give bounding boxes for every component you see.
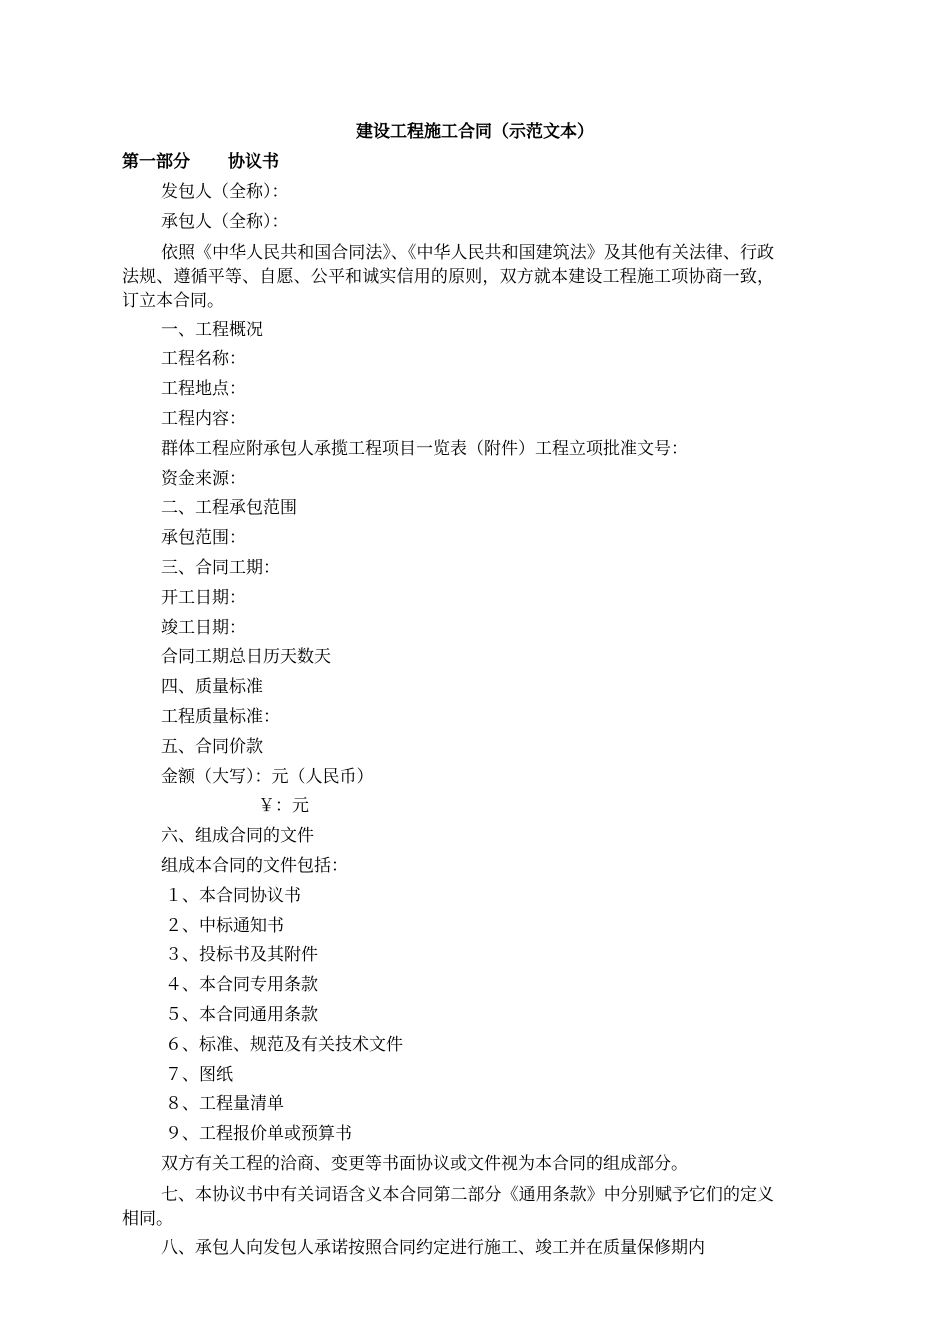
list-item: ４、本合同专用条款 [165, 975, 318, 996]
quality-standard-line: 工程质量标准： [161, 706, 280, 727]
heading-project-overview: 一、工程概况 [161, 319, 263, 340]
scope-line: 承包范围： [161, 528, 246, 549]
part-name: 协议书 [228, 152, 279, 172]
supplementary-docs-line: 双方有关工程的洽商、变更等书面协议或文件视为本合同的组成部分。 [161, 1153, 688, 1174]
amount-figures-line: ￥：元 [258, 796, 309, 817]
funding-source-line: 资金来源： [161, 468, 246, 489]
list-item: ８、工程量清单 [165, 1094, 284, 1115]
document-title: 建设工程施工合同（示范文本） [356, 122, 594, 142]
list-item: ６、标准、规范及有关技术文件 [165, 1034, 403, 1055]
contractor-line: 承包人（全称）： [161, 211, 289, 232]
start-date-line: 开工日期： [161, 587, 246, 608]
document-body [122, 178, 774, 1264]
project-location-line: 工程地点： [161, 379, 246, 400]
documents-intro-line: 组成本合同的文件包括： [161, 855, 348, 876]
section-heading [122, 148, 279, 178]
preamble-paragraph: 依照《中华人民共和国合同法》、《中华人民共和国建筑法》及其他有关法律、行政法规、遵循平等、自愿、公平和诚实信用的原则，双方就本建设工程施工项协商一致，订立本合同。 [122, 242, 774, 311]
list-item: ３、投标书及其附件 [165, 945, 318, 966]
list-item: ５、本合同通用条款 [165, 1004, 318, 1025]
total-days-line: 合同工期总日历天数天 [161, 647, 331, 668]
project-name-line: 工程名称： [161, 349, 246, 370]
project-approval-line: 群体工程应附承包人承揽工程项目一览表（附件）工程立项批准文号： [161, 438, 688, 459]
heading-duration: 三、合同工期： [161, 557, 280, 578]
heading-quality: 四、质量标准 [161, 677, 263, 698]
heading-documents: 六、组成合同的文件 [161, 826, 314, 847]
list-item: １、本合同协议书 [165, 885, 301, 906]
heading-scope: 二、工程承包范围 [161, 498, 297, 519]
clause-seven-paragraph: 七、本协议书中有关词语含义本合同第二部分《通用条款》中分别赋予它们的定义相同。 [122, 1184, 774, 1229]
amount-words-line: 金额（大写）：元（人民币） [161, 766, 374, 787]
list-item: ２、中标通知书 [165, 915, 284, 936]
list-item: ７、图纸 [165, 1064, 233, 1085]
employer-line: 发包人（全称）： [161, 182, 289, 202]
project-content-line: 工程内容： [161, 408, 246, 429]
heading-price: 五、合同价款 [161, 736, 263, 757]
clause-eight-line: 八、承包人向发包人承诺按照合同约定进行施工、竣工并在质量保修期内 [161, 1237, 705, 1258]
completion-date-line: 竣工日期： [161, 617, 246, 638]
list-item: ９、工程报价单或预算书 [165, 1124, 352, 1145]
part-label: 第一部分 [122, 152, 190, 172]
